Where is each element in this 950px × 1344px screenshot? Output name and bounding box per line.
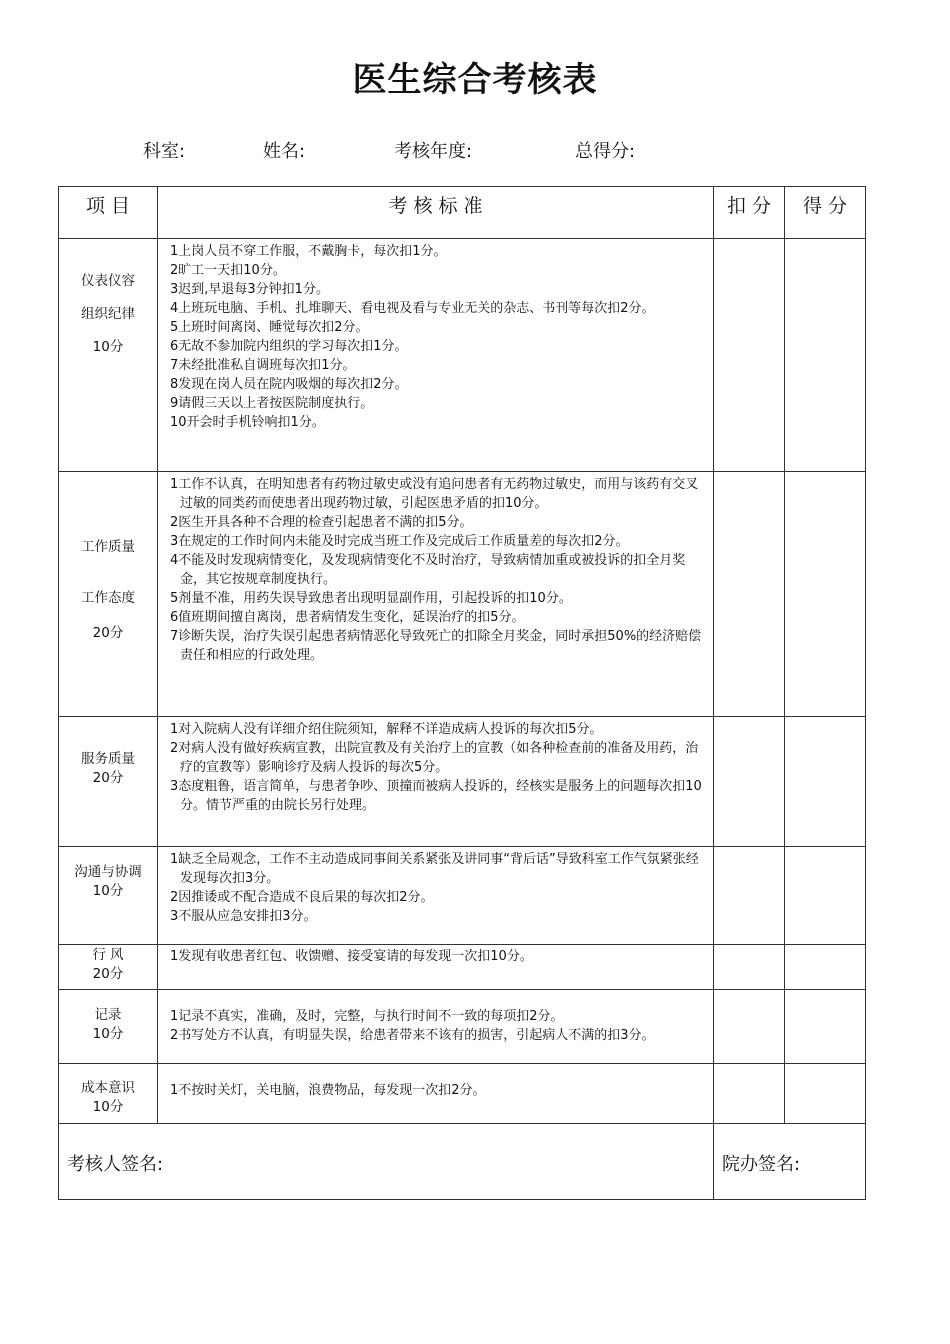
criteria-cell bbox=[158, 990, 714, 1064]
table-row bbox=[59, 847, 866, 945]
assessment-table bbox=[58, 186, 866, 1200]
criteria-item: 1发现有收患者红包、收馈赠、接受宴请的每发现一次扣10分。 bbox=[170, 949, 533, 964]
category-line: 仪表仪容 bbox=[81, 273, 135, 289]
office-signature-label: 院办签名: bbox=[722, 1154, 801, 1175]
criteria-cell bbox=[158, 717, 714, 847]
office-signature-cell[interactable] bbox=[714, 1124, 866, 1200]
category-cell bbox=[59, 990, 158, 1064]
header-score: 得 分 bbox=[785, 187, 866, 239]
deduct-cell[interactable] bbox=[714, 847, 785, 945]
criteria-item: 3不服从应急安排扣3分。 bbox=[170, 909, 317, 924]
table-row bbox=[59, 1064, 866, 1124]
category-line: 10分 bbox=[92, 1098, 124, 1115]
criteria-item: 2书写处方不认真，有明显失误，给患者带来不该有的损害，引起病人不满的扣3分。 bbox=[170, 1028, 655, 1043]
criteria-item: 7诊断失误，治疗失误引起患者病情恶化导致死亡的扣除全月奖金，同时承担50%的经济赔偿责任和相应的行政处理。 bbox=[170, 629, 702, 663]
category-line: 10分 bbox=[92, 1025, 124, 1042]
page-title: 医生综合考核表 bbox=[352, 60, 598, 100]
examiner-signature-cell[interactable] bbox=[59, 1124, 714, 1200]
total-score-label: 总得分: bbox=[575, 141, 636, 162]
category-cell bbox=[59, 847, 158, 945]
category-line: 10分 bbox=[92, 338, 124, 355]
score-cell[interactable] bbox=[785, 1064, 866, 1124]
table-row bbox=[59, 472, 866, 717]
header-item: 项 目 bbox=[59, 187, 158, 239]
deduct-cell[interactable] bbox=[714, 472, 785, 717]
deduct-cell[interactable] bbox=[714, 239, 785, 472]
category-line: 成本意识 bbox=[81, 1080, 135, 1096]
category-line: 行 风 bbox=[92, 947, 124, 963]
category-cell bbox=[59, 472, 158, 717]
deduct-cell[interactable] bbox=[714, 1064, 785, 1124]
score-cell[interactable] bbox=[785, 717, 866, 847]
criteria-item: 2医生开具各种不合理的检查引起患者不满的扣5分。 bbox=[170, 515, 473, 530]
criteria-item: 1上岗人员不穿工作服，不戴胸卡，每次扣1分。 bbox=[170, 244, 447, 259]
criteria-item: 5剂量不准，用药失误导致患者出现明显副作用，引起投诉的扣10分。 bbox=[170, 591, 572, 606]
category-cell bbox=[59, 717, 158, 847]
category-line: 20分 bbox=[92, 624, 124, 641]
criteria-item: 3在规定的工作时间内未能及时完成当班工作及完成后工作质量差的每次扣2分。 bbox=[170, 534, 629, 549]
score-cell[interactable] bbox=[785, 239, 866, 472]
category-cell bbox=[59, 1064, 158, 1124]
name-label: 姓名: bbox=[263, 141, 306, 162]
criteria-item: 1记录不真实，准确，及时，完整，与执行时间不一致的每项扣2分。 bbox=[170, 1009, 564, 1024]
criteria-item: 3态度粗鲁，语言简单，与患者争吵、顶撞而被病人投诉的，经核实是服务上的问题每次扣10分。情节严重的由院长另行处理。 bbox=[170, 779, 702, 813]
criteria-cell bbox=[158, 945, 714, 990]
score-cell[interactable] bbox=[785, 945, 866, 990]
criteria-item: 4上班玩电脑、手机、扎堆聊天、看电视及看与专业无关的杂志、书刊等每次扣2分。 bbox=[170, 301, 655, 316]
deduct-cell[interactable] bbox=[714, 990, 785, 1064]
criteria-item: 7未经批准私自调班每次扣1分。 bbox=[170, 358, 356, 373]
category-line: 记录 bbox=[94, 1007, 122, 1023]
criteria-item: 1不按时关灯，关电脑，浪费物品，每发现一次扣2分。 bbox=[170, 1083, 486, 1098]
deduct-cell[interactable] bbox=[714, 717, 785, 847]
deduct-cell[interactable] bbox=[714, 945, 785, 990]
category-line: 10分 bbox=[92, 882, 124, 899]
table-row bbox=[59, 239, 866, 472]
criteria-item: 2因推诿或不配合造成不良后果的每次扣2分。 bbox=[170, 890, 434, 905]
category-line: 20分 bbox=[92, 769, 124, 786]
year-label: 考核年度: bbox=[394, 141, 473, 162]
table-row bbox=[59, 945, 866, 990]
category-line: 工作态度 bbox=[81, 589, 135, 606]
criteria-item: 6无故不参加院内组织的学习每次扣1分。 bbox=[170, 339, 408, 354]
criteria-item: 3迟到,早退每3分钟扣1分。 bbox=[170, 282, 329, 297]
criteria-item: 8发现在岗人员在院内吸烟的每次扣2分。 bbox=[170, 377, 408, 392]
criteria-item: 4不能及时发现病情变化，及发现病情变化不及时治疗，导致病情加重或被投诉的扣全月奖金，其它按规章制度执行。 bbox=[170, 553, 686, 587]
criteria-cell bbox=[158, 1064, 714, 1124]
criteria-cell bbox=[158, 472, 714, 717]
table-row bbox=[59, 717, 866, 847]
header-deduct: 扣 分 bbox=[714, 187, 785, 239]
category-line: 组织纪律 bbox=[81, 305, 135, 322]
category-line: 20分 bbox=[92, 965, 124, 982]
category-line: 工作质量 bbox=[81, 539, 135, 555]
criteria-item: 9请假三天以上者按医院制度执行。 bbox=[170, 396, 374, 411]
score-cell[interactable] bbox=[785, 472, 866, 717]
criteria-item: 2对病人没有做好疾病宣教，出院宣教及有关治疗上的宣教（如各种检查前的准备及用药，治疗的宣教等）影响诊疗及病人投诉的每次5分。 bbox=[170, 741, 699, 775]
criteria-item: 10开会时手机铃响扣1分。 bbox=[170, 415, 325, 430]
criteria-cell bbox=[158, 847, 714, 945]
category-line: 沟通与协调 bbox=[74, 864, 142, 880]
table-row bbox=[59, 990, 866, 1064]
score-cell[interactable] bbox=[785, 847, 866, 945]
category-cell bbox=[59, 945, 158, 990]
department-label: 科室: bbox=[143, 141, 186, 162]
signature-row bbox=[59, 1124, 866, 1200]
category-line: 服务质量 bbox=[81, 751, 135, 767]
criteria-cell bbox=[158, 239, 714, 472]
criteria-item: 5上班时间离岗、睡觉每次扣2分。 bbox=[170, 320, 369, 335]
criteria-item: 1缺乏全局观念，工作不主动造成同事间关系紧张及讲同事“背后话”导致科室工作气氛紧张经发现每次扣3分。 bbox=[170, 852, 699, 886]
criteria-item: 1工作不认真，在明知患者有药物过敏史或没有追问患者有无药物过敏史，而用与该药有交叉过敏的同类药而使患者出现药物过敏，引起医患矛盾的扣10分。 bbox=[170, 477, 699, 511]
score-cell[interactable] bbox=[785, 990, 866, 1064]
examiner-signature-label: 考核人签名: bbox=[67, 1154, 164, 1175]
table-header-row bbox=[59, 187, 866, 239]
header-criteria: 考 核 标 准 bbox=[158, 187, 714, 239]
criteria-item: 1对入院病人没有详细介绍住院须知，解释不详造成病人投诉的每次扣5分。 bbox=[170, 722, 603, 737]
category-cell bbox=[59, 239, 158, 472]
criteria-item: 2旷工一天扣10分。 bbox=[170, 263, 286, 278]
criteria-item: 6值班期间擅自离岗，患者病情发生变化，延误治疗的扣5分。 bbox=[170, 610, 525, 625]
